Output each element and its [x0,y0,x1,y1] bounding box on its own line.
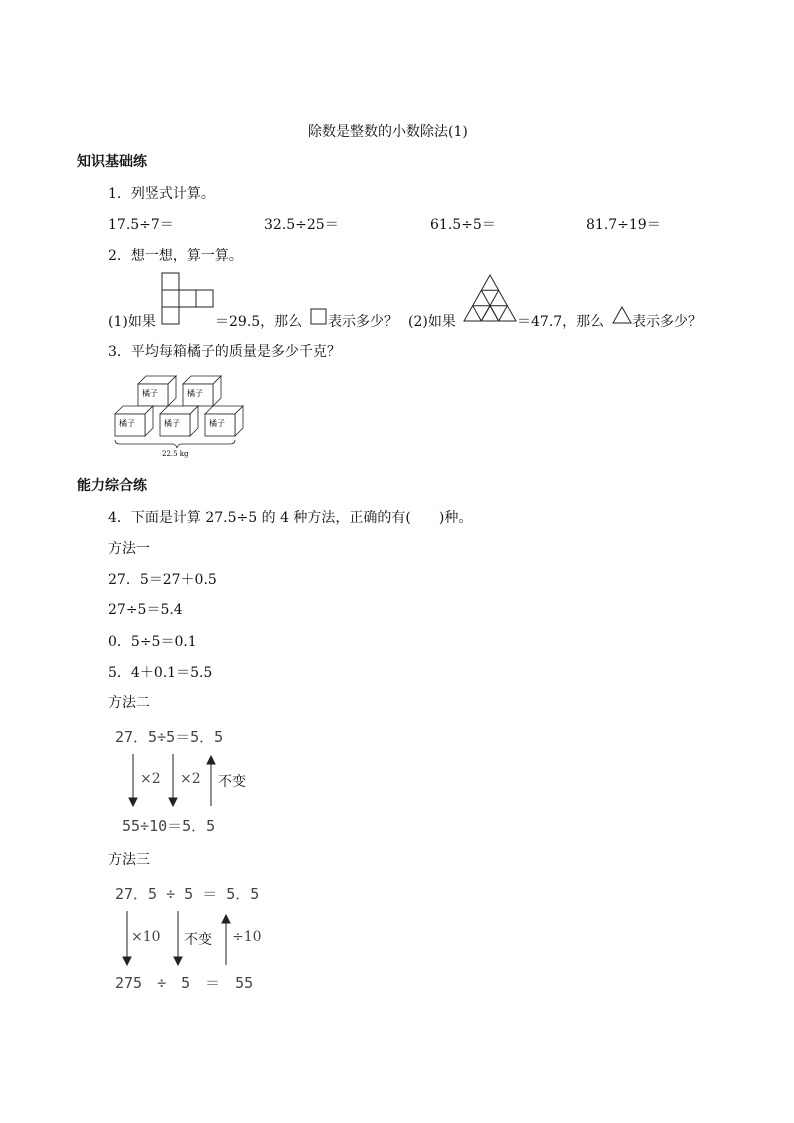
method-3-arrow-1-label: ×10 [131,929,161,945]
method-3-arrow-3-label: ÷10 [232,929,262,945]
q1-item-4: 81.7÷19＝ [586,217,661,233]
question-1-prompt: 1．列竖式计算。 [108,186,215,202]
total-weight-label: 22.5 kg [162,450,189,458]
method-2-label: 方法二 [108,695,150,711]
question-4-prompt: 4．下面是计算 27.5÷5 的 4 种方法，正确的有( )种。 [108,510,473,526]
box-label: 橘子 [187,389,203,398]
method-3-bottom-equation: 275 ÷ 5 ＝ 55 [115,974,254,992]
triangle-pyramid-figure [462,273,518,323]
square-icon [310,308,328,326]
question-2-prompt: 2．想一想，算一算。 [108,248,243,264]
method-1-label: 方法一 [108,541,150,557]
q2-part1-equation: ＝29.5，那么 [215,314,303,330]
triangle-icon [612,306,632,324]
method-1-line-3: 0．5÷5＝0.1 [108,634,197,650]
box-label: 橘子 [209,419,225,428]
q2-part2-equation: ＝47.7，那么 [517,314,605,330]
q2-part1-prefix: (1)如果 [108,314,156,330]
method-1-line-2: 27÷5＝5.4 [108,602,183,618]
q1-item-1: 17.5÷7＝ [108,217,174,233]
method-2-arrow-1-label: ×2 [140,771,161,787]
method-3-top-equation: 27．5 ÷ 5 ＝ 5．5 [115,885,260,903]
method-2-top-equation: 27．5÷5＝5．5 [115,728,224,746]
q1-item-2: 32.5÷25＝ [264,217,339,233]
box-label: 橘子 [142,389,158,398]
section-heading-basic: 知识基础练 [77,154,147,170]
method-1-line-4: 5．4＋0.1＝5.5 [108,665,213,681]
q2-part2-suffix: 表示多少？ [632,314,702,330]
orange-boxes-figure [110,370,250,460]
q2-part1-suffix: 表示多少？ [328,314,398,330]
method-3-label: 方法三 [108,852,150,868]
method-2-bottom-equation: 55÷10＝5．5 [122,817,216,835]
q1-item-3: 61.5÷5＝ [430,217,496,233]
method-1-line-1: 27．5＝27＋0.5 [108,572,217,588]
method-2-arrow-2-label: ×2 [180,771,201,787]
method-2-arrow-3-label: 不变 [218,774,246,790]
section-heading-advanced: 能力综合练 [77,478,147,494]
question-3-prompt: 3．平均每箱橘子的质量是多少千克？ [108,344,341,360]
box-label: 橘子 [119,419,135,428]
box-label: 橘子 [164,419,180,428]
cube-net-figure [160,271,216,325]
page-title: 除数是整数的小数除法(1) [308,124,468,140]
q2-part2-prefix: (2)如果 [408,314,456,330]
method-3-arrow-2-label: 不变 [184,932,212,948]
